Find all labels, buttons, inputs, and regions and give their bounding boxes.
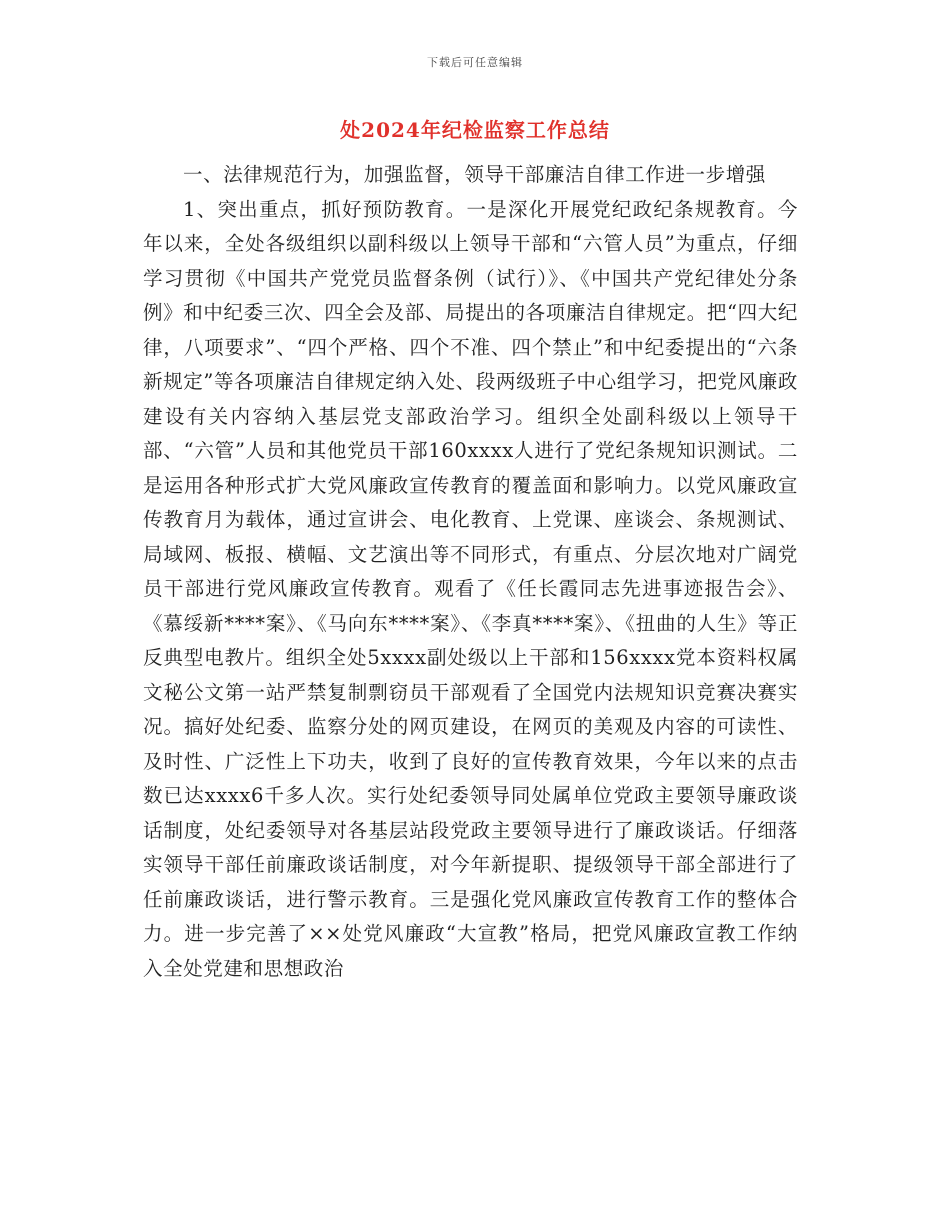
document-body [143, 158, 798, 986]
paragraph: 1、突出重点，抓好预防教育。一是深化开展党纪政纪条规教育。今年以来，全处各级组织以副科级以上领导干部和“六管人员”为重点，仔细学习贯彻《中国共产党党员监督条例（试行）》、《中国共产党纪律处分条例》和中纪委三次、四全会及部、局提出的各项廉洁自律规定。把“四大纪律，八项要求”、“四个严格、四个不准、四个禁止”和中纪委提出的“六条新规定”等各项廉洁自律规定纳入处、段两级班子中心组学习，把党风廉政建设有关内容纳入基层党支部政治学习。组织全处副科级以上领导干部、“六管”人员和其他党员干部160xxxx人进行了党纪条规知识测试。二是运用各种形式扩大党风廉政宣传教育的覆盖面和影响力。以党风廉政宣传教育月为载体，通过宣讲会、电化教育、上党课、座谈会、条规测试、局域网、板报、横幅、文艺演出等不同形式，有重点、分层次地对广阔党员干部进行党风廉政宣传教育。观看了《任长霞同志先进事迹报告会》、《慕绥新****案》、《马向东****案》、《李真****案》、《扭曲的人生》等正反典型电教片。组织全处5xxxx副处级以上干部和156xxxx党本资料权属文秘公文第一站严禁复制剽窃员干部观看了全国党内法规知识竞赛决赛实况。搞好处纪委、监察分处的网页建设，在网页的美观及内容的可读性、及时性、广泛性上下功夫，收到了良好的宣传教育效果，今年以来的点击数已达xxxx6千多人次。实行处纪委领导同处属单位党政主要领导廉政谈话制度，处纪委领导对各基层站段党政主要领导进行了廉政谈话。仔细落实领导干部任前廉政谈话制度，对今年新提职、提级领导干部全部进行了任前廉政谈话，进行警示教育。三是强化党风廉政宣传教育工作的整体合力。进一步完善了××处党风廉政“大宣教”格局，把党风廉政宣教工作纳入全处党建和思想政治 [143, 197, 798, 980]
document-title: 处2024年纪检监察工作总结 [340, 118, 610, 142]
section-heading: 一、法律规范行为，加强监督，领导干部廉洁自律工作进一步增强 [183, 163, 766, 186]
header-note: 下载后可任意编辑 [427, 56, 523, 69]
